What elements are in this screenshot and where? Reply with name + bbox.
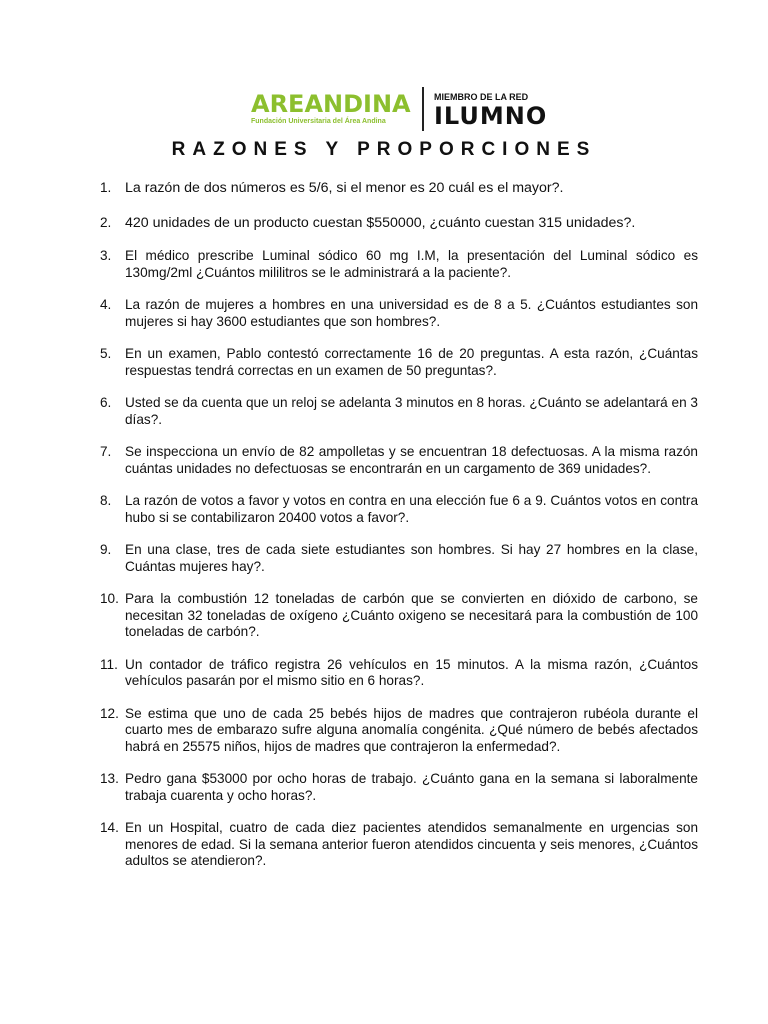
question-item xyxy=(100,657,698,690)
question-number: 13. xyxy=(100,771,119,786)
ilumno-logo xyxy=(434,92,554,129)
question-text: Un contador de tráfico registra 26 vehículos en 15 minutos. A la misma razón, ¿Cuántos vehículos pasarán por el mismo sitio en 6 horas?. xyxy=(125,656,698,688)
question-item xyxy=(100,180,698,197)
header xyxy=(0,84,768,136)
question-text: Se inspecciona un envío de 82 ampolletas y se encuentran 18 defectuosas. A la misma razón cuántas unidades no defectuosas se encontrarán en un cargamento de 369 unidades?. xyxy=(125,444,698,476)
question-number: 8. xyxy=(100,493,112,508)
question-number: 12. xyxy=(100,705,119,721)
question-list xyxy=(100,180,698,870)
question-item xyxy=(100,771,698,804)
logo-divider xyxy=(422,87,424,131)
ilumno-logo-caption: MIEMBRO DE LA RED xyxy=(434,92,529,102)
page-title: RAZONES Y PROPORCIONES xyxy=(171,139,597,160)
question-number: 10. xyxy=(100,591,119,606)
question-number: 5. xyxy=(100,346,112,361)
question-item xyxy=(100,395,698,428)
question-number: 1. xyxy=(100,180,112,195)
question-text: La razón de dos números es 5/6, si el menor es 20 cuál es el mayor?. xyxy=(125,180,564,196)
question-item xyxy=(100,493,698,526)
question-item xyxy=(100,706,698,756)
question-number: 9. xyxy=(100,542,112,557)
question-text: Para la combustión 12 toneladas de carbón que se convierten en dióxido de carbono, se necesitan 32 toneladas de oxígeno ¿Cuánto oxigeno se necesitará para la combustión de 100 toneladas de carbón?. xyxy=(125,591,698,639)
question-number: 14. xyxy=(100,820,119,835)
question-item xyxy=(100,444,698,477)
question-text: El médico prescribe Luminal sódico 60 mg I.M, la presentación del Luminal sódico es 130mg/2ml ¿Cuántos mililitros se le administrará a la paciente?. xyxy=(125,248,698,280)
question-item xyxy=(100,820,698,870)
question-number: 11. xyxy=(100,656,118,672)
question-text: Se estima que uno de cada 25 bebés hijos de madres que contrajeron rubéola durante el cuarto mes de embarazo sufre alguna anomalía congénita. ¿Qué número de bebés afectados habrá en 25575 niños, hijos de madres que contrajeron la enfermedad?. xyxy=(125,705,698,754)
question-text: La razón de votos a favor y votos en contra en una elección fue 6 a 9. Cuántos votos en contra hubo si se contabilizaron 20400 votos a favor?. xyxy=(125,493,698,525)
question-item xyxy=(100,215,698,232)
question-text: La razón de mujeres a hombres en una universidad es de 8 a 5. ¿Cuántos estudiantes son mujeres si hay 3600 estudiantes que son hombres?. xyxy=(125,297,698,329)
question-text: En un examen, Pablo contestó correctamente 16 de 20 preguntas. A esta razón, ¿Cuántas respuestas tendrá correctas en un examen de 50 preguntas?. xyxy=(125,346,698,378)
question-text: En una clase, tres de cada siete estudiantes son hombres. Si hay 27 hombres en la clase, Cuántas mujeres hay?. xyxy=(125,542,698,574)
ilumno-logo-text: ILUMNO xyxy=(434,102,548,130)
question-number: 6. xyxy=(100,395,112,410)
question-text: 420 unidades de un producto cuestan $550000, ¿cuánto cuestan 315 unidades?. xyxy=(125,214,636,231)
question-item xyxy=(100,346,698,379)
areandina-logo-subtitle: Fundación Universitaria del Área Andina xyxy=(251,118,386,125)
question-number: 3. xyxy=(100,248,112,263)
question-item xyxy=(100,297,698,330)
question-text: Usted se da cuenta que un reloj se adelanta 3 minutos en 8 horas. ¿Cuánto se adelantará en 3 días?. xyxy=(125,395,698,427)
question-number: 4. xyxy=(100,297,112,312)
areandina-logo xyxy=(251,92,411,126)
question-item xyxy=(100,248,698,281)
question-text: Pedro gana $53000 por ocho horas de trabajo. ¿Cuánto gana en la semana si laboralmente trabaja cuarenta y ocho horas?. xyxy=(125,771,698,803)
areandina-logo-text: AREANDINA xyxy=(251,90,411,118)
question-text: En un Hospital, cuatro de cada diez pacientes atendidos semanalmente en urgencias son menores de edad. Si la semana anterior fueron atendidos cincuenta y seis menores, ¿Cuántos adultos se atendieron?. xyxy=(125,820,698,868)
question-number: 7. xyxy=(100,444,112,459)
question-item xyxy=(100,542,698,575)
question-number: 2. xyxy=(100,214,112,230)
question-item xyxy=(100,591,698,641)
